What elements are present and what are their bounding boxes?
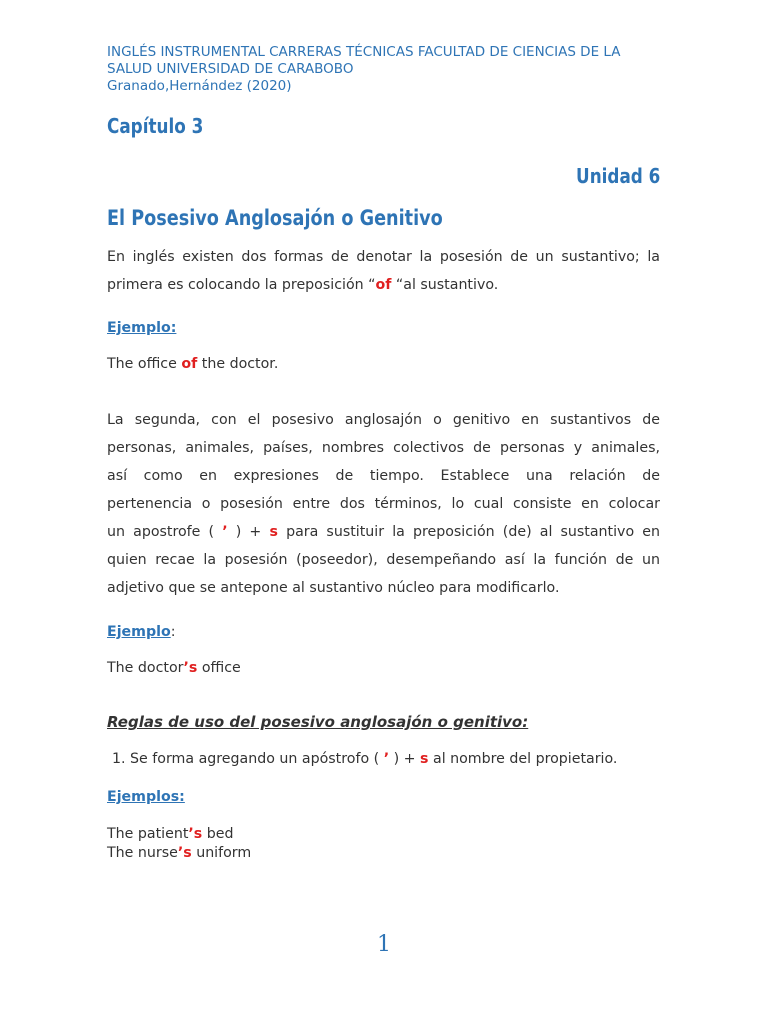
example-line-2 <box>107 844 251 863</box>
examples-list <box>107 825 251 863</box>
example-label-2-text: Ejemplo <box>107 624 171 640</box>
page-number: 1 <box>377 932 391 957</box>
example-sentence <box>107 356 278 372</box>
s-highlight: s <box>269 524 278 540</box>
rule-text-end: al nombre del propietario. <box>428 751 618 767</box>
section-title: El Posesivo Anglosajón o Genitivo <box>107 206 443 230</box>
second-line-3: así como en expresiones de tiempo. Establece una relación de <box>107 468 660 484</box>
second-line-4: pertenencia o posesión entre dos términos, lo cual consiste en colocar <box>107 496 660 512</box>
s-highlight: s <box>420 751 429 767</box>
second-line-6: quien recae la posesión (poseedor), desempeñando así la función de un <box>107 552 660 568</box>
header-line-2: SALUD UNIVERSIDAD DE CARABOBO <box>107 61 354 77</box>
example-text: The patient <box>107 826 189 842</box>
second-text: para sustituir la preposición (de) al sustantivo en <box>277 524 660 540</box>
intro-paragraph <box>107 243 660 299</box>
example-text-end: bed <box>202 826 234 842</box>
second-line-7: adjetivo que se antepone al sustantivo núcleo para modificarlo. <box>107 580 560 596</box>
apostrophe-highlight: ’ <box>383 751 390 767</box>
intro-line-2 <box>107 271 660 299</box>
rules-heading: Reglas de uso del posesivo anglosajón o genitivo: <box>107 713 529 731</box>
chapter-heading: Capítulo 3 <box>107 114 204 138</box>
intro-line-1: En inglés existen dos formas de denotar la posesión de un sustantivo; la <box>107 249 660 265</box>
example-label-2 <box>107 624 176 640</box>
of-highlight: of <box>375 277 392 293</box>
possessive-highlight: ’s <box>188 826 203 842</box>
rule-number: 1. <box>112 751 126 767</box>
intro-text: primera es colocando la preposición “ <box>107 277 376 293</box>
second-paragraph <box>107 406 660 602</box>
of-highlight: of <box>181 356 198 372</box>
example-text-end: the doctor. <box>197 356 279 372</box>
rule-text: Se forma agregando un apóstrofo ( <box>125 751 384 767</box>
example-label-2-colon: : <box>170 624 176 640</box>
second-text: un apostrofe ( <box>107 524 223 540</box>
apostrophe-highlight: ’ <box>222 524 228 540</box>
page-header <box>107 44 667 95</box>
intro-text-end: “al sustantivo. <box>391 277 499 293</box>
possessive-highlight: ’s <box>177 845 192 861</box>
header-line-3: Granado,Hernández (2020) <box>107 78 292 94</box>
second-text: ) + <box>227 524 270 540</box>
second-line-5 <box>107 518 660 546</box>
example-sentence-2 <box>107 660 241 676</box>
examples-label: Ejemplos: <box>107 789 185 805</box>
second-line-2: personas, animales, países, nombres colectivos de personas y animales, <box>107 440 660 456</box>
rule-text: ) + <box>389 751 421 767</box>
rule-item-1 <box>112 751 617 767</box>
unit-heading: Unidad 6 <box>575 164 660 188</box>
example-text: The nurse <box>107 845 178 861</box>
header-line-1: INGLÉS INSTRUMENTAL CARRERAS TÉCNICAS FACULTAD DE CIENCIAS DE LA <box>107 44 621 60</box>
second-line-1: La segunda, con el posesivo anglosajón o genitivo en sustantivos de <box>107 412 660 428</box>
possessive-highlight: ’s <box>183 660 198 676</box>
example-line-1 <box>107 825 251 844</box>
example-label: Ejemplo: <box>107 320 177 336</box>
example-text: The office <box>107 356 182 372</box>
example-text-end: uniform <box>191 845 252 861</box>
example-text: The doctor <box>107 660 184 676</box>
example-text-end: office <box>197 660 241 676</box>
